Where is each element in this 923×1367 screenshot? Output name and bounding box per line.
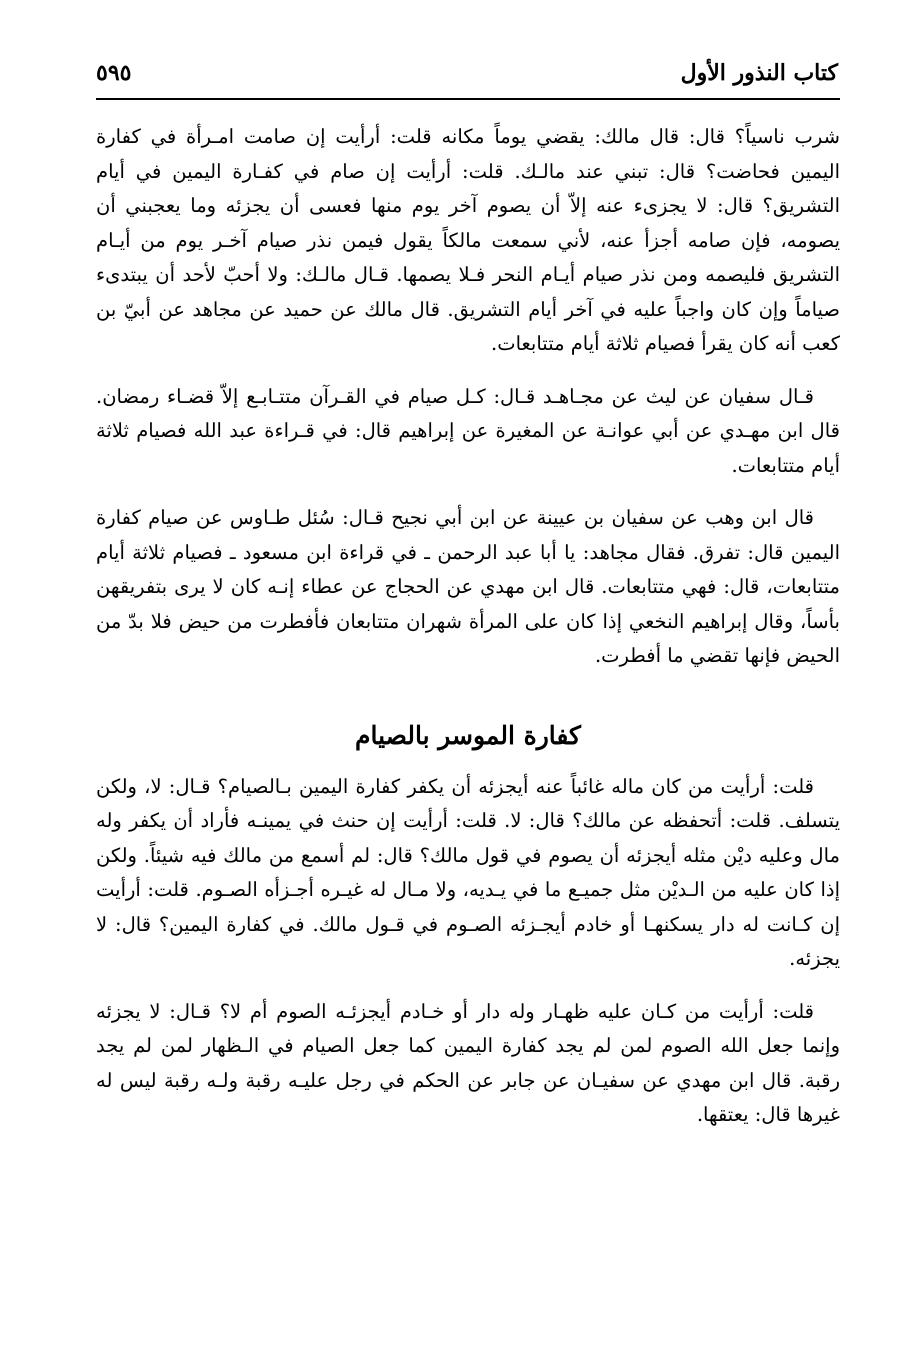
running-header — [96, 56, 838, 96]
book-title: كتاب النذور الأول — [680, 60, 838, 86]
header-rule — [96, 98, 840, 100]
body-text — [96, 120, 840, 1133]
paragraph-2: قـال سفيان عن ليث عن مجـاهـد قـال: كـل صيام في القـرآن متتـابـع إلاّ قضـاء رمضان. قال ابن مهـدي عن أبي عوانـة عن المغيرة عن إبراهيم قال: في قـراءة عبد الله فصيام ثلاثة أيام متتابعات. — [96, 384, 840, 477]
paragraph-spacer — [96, 977, 840, 995]
section-heading: كفارة الموسر بالصيام — [355, 720, 581, 750]
paragraph-spacer — [96, 483, 840, 501]
paragraph-5: قلت: أرأيت من كـان عليه ظهـار وله دار أو خـادم أيجزئـه الصوم أم لا؟ قـال: لا يجزئه وإنما جعل الله الصوم لمن لم يجد كفارة اليمين كما جعل الصيام في الـظهار لمن لم يجد رقبة. قال ابن مهدي عن سفيـان عن جابر عن الحكم في رجل عليـه رقبة ولـه رقبة ليس له غيرها قال: يعتقها. — [96, 999, 840, 1126]
paragraph-1: شرب ناسياً؟ قال: قال مالك: يقضي يوماً مكانه قلت: أرأيت إن صامت امـرأة في كفارة اليمين فحاضت؟ قال: تبني عند مالـك. قلت: أرأيت إن صام في كفـارة اليمين في أيام التشريق؟ قال: لا يجزىء عنه إلاّ أن يصوم آخر يوم منها فعسى أن يجزئه وما يعجبني أن يصومه، فإن صامه أجزأ عنه، لأني سمعت مالكاً يقول فيمن نذر صيام آخـر يوم من أيـام التشريق فليصمه ومن نذر صيام أيـام النحر فـلا يصمها. قـال مالـك: ولا أحبّ لأحد أن يبتدىء صياماً وإن كان واجباً عليه في آخر أيام التشريق. قال مالك عن حميد عن مجاهد عن أبيّ بن كعب أنه كان يقرأ فصيام ثلاثة أيام متتابعات. — [96, 125, 840, 355]
paragraph-4: قلت: أرأيت من كان ماله غائباً عنه أيجزئه أن يكفر كفارة اليمين بـالصيام؟ قـال: لا، ولكن يتسلف. قلت: أتحفظه عن مالك؟ قال: لا. قلت: أرأيت إن حنث في يمينـه فأراد أن يكفر وله مال وعليه ديْن مثله أيجزئه أن يصوم في قول مالك؟ قال: لم أسمع من مالك فيه شيئاً. ولكن إذا كان عليه من الـديْن مثل جميـع ما في يـديه، ولا مـال له غيـره أجـزأه الصـوم. قلت: أرأيت إن كـانت له دار يسكنهـا أو خادم أيجـزئه الصـوم في قـول مالك. في كفارة اليمين؟ قال: لا يجزئه. — [96, 774, 840, 970]
paragraph-spacer — [96, 362, 840, 380]
paragraph-3: قال ابن وهب عن سفيان بن عيينة عن ابن أبي نجيح قـال: سُئل طـاوس عن صيام كفارة اليمين قال: تفرق. فقال مجاهد: يا أبا عبد الرحمن ـ في قراءة ابن مسعود ـ فصيام ثلاثة أيام متتابعات، قال: فهي متتابعات. قال ابن مهدي عن الحجاج عن عطاء إنـه كان لا يرى بتفريقهن بأساً، وقال إبراهيم النخعي إذا كان على المرأة شهران متتابعان فأفطرت من حيض فلا بدّ من الحيض فإنها تقضي ما أفطرت. — [96, 506, 840, 667]
page-number: ٥٩٥ — [96, 60, 132, 86]
